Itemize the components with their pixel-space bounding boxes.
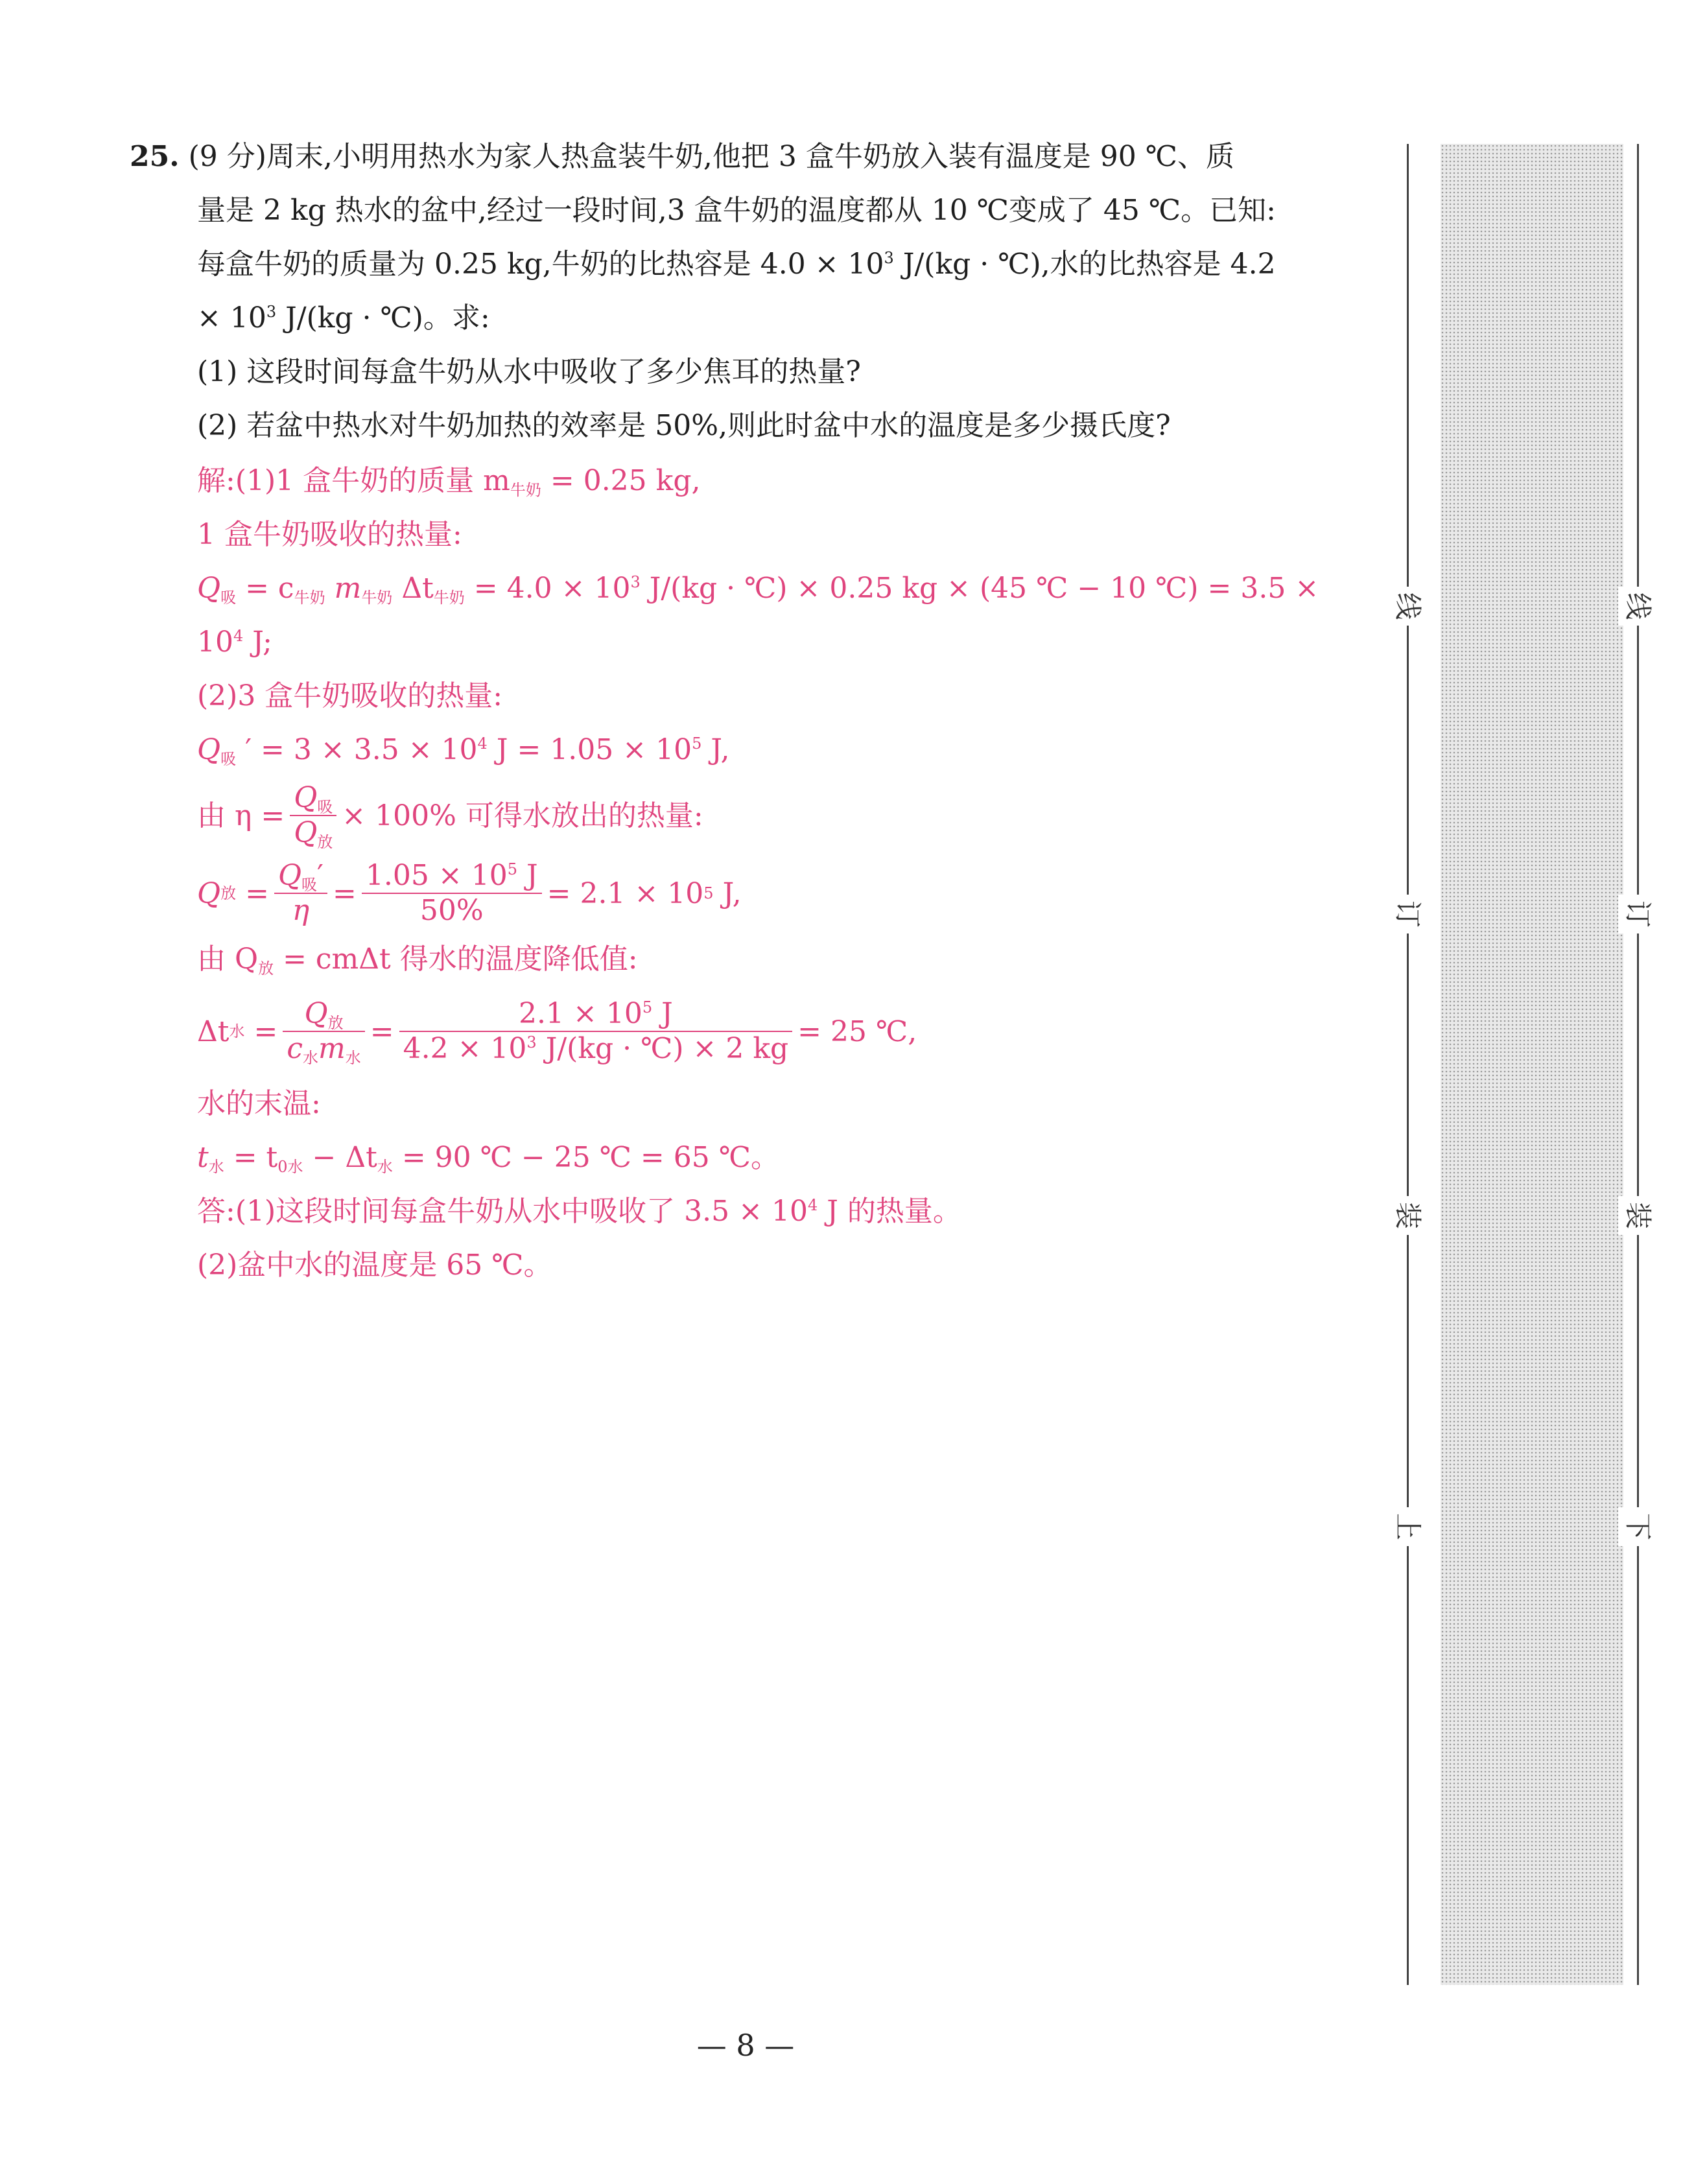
solution-line: 解:(1)1 盒牛奶的质量 $m_{牛奶} = 0.25$ kg,	[197, 464, 701, 499]
solution-line: (2)3 盒牛奶吸收的热量:	[197, 679, 503, 712]
binding-line-left	[1407, 144, 1409, 1985]
fraction: $\frac{Q_吸'}{\eta}$	[274, 860, 327, 927]
solution-line: 由 $Q_放 = cm\Delta t$ 得水的温度降低值:	[197, 943, 638, 978]
page-number: — 8 —	[696, 2028, 795, 2063]
question-part-2: (2) 若盆中热水对牛奶加热的效率是 50%,则此时盆中水的温度是多少摄氏度?	[197, 409, 1171, 442]
question-number: 25.	[130, 140, 180, 173]
binding-mark-ding-left: 订	[1388, 895, 1427, 933]
binding-mark-zhuang-right: 装	[1618, 1196, 1657, 1235]
binding-line-right	[1637, 144, 1639, 1985]
binding-hatched-area	[1441, 144, 1623, 1985]
question-line-1: 25. (9 分)周末,小明用热水为家人热盒装牛奶,他把 3 盒牛奶放入装有温度是 90 ℃、质	[130, 140, 1234, 173]
binding-mark-line-left: 线	[1388, 587, 1427, 626]
solution-line: $Q_吸 = c_{牛奶}$ $m_{牛奶}$ $\Delta t_{牛奶} = 4.0 \times 10^3$ J/(kg · ℃) × 0.25 kg × (45 ℃ − 10 ℃) = 3.5 ×	[197, 572, 1319, 607]
question-part-1: (1) 这段时间每盒牛奶从水中吸收了多少焦耳的热量?	[197, 355, 861, 388]
binding-mark-xia-right: 下	[1618, 1507, 1657, 1546]
answer-line-2: (2)盆中水的温度是 65 ℃。	[197, 1249, 552, 1282]
question-line-2: 量是 2 kg 热水的盆中,经过一段时间,3 盒牛奶的温度都从 10 ℃变成了 45 ℃。已知:	[197, 194, 1276, 227]
fraction: $\frac{Q_吸}{Q_放}$	[290, 782, 336, 849]
solution-heat-released-line: Q 放 = $\frac{Q_吸'}{\eta}$ = $\frac{1.05 \times 10^5 J}{50\%}$ = 2.1 × 10 5 J,	[197, 858, 742, 927]
fraction: $\frac{2.1 \times 10^5 J}{4.2 \times 10^3 J/(kg \cdot ℃) \times 2 kg}$	[399, 998, 793, 1065]
solution-line: 水的末温:	[197, 1087, 321, 1120]
solution-line: $Q_吸$ ′ = $3 \times 3.5 \times 10^4$ $J = 1.05 \times 10^5$ J,	[197, 733, 730, 768]
solution-efficiency-line: 由 η = $\frac{Q_吸}{Q_放}$ × 100% 可得水放出的热量:	[197, 781, 703, 851]
binding-mark-line-right: 线	[1618, 587, 1657, 626]
binding-mark-shang-left: 上	[1388, 1507, 1427, 1546]
binding-mark-zhuang-left: 装	[1388, 1196, 1427, 1235]
question-line-3: 每盒牛奶的质量为 0.25 kg,牛奶的比热容是 $4.0 \times 10^3$ J/(kg · ℃),水的比热容是 4.2	[197, 248, 1276, 281]
fraction: $\frac{1.05 \times 10^5 J}{50\%}$	[362, 860, 542, 927]
solution-block	[197, 454, 1364, 1292]
question-line-4: × $10^3$ J/(kg · ℃)。求:	[197, 301, 490, 335]
binding-mark-ding-right: 订	[1618, 895, 1657, 933]
fraction: $\frac{Q_放}{c_水m_水}$	[283, 998, 364, 1065]
question-block	[130, 130, 1361, 452]
answer-line-1: 答:(1)这段时间每盒牛奶从水中吸收了 $3.5 \times 10^4$ J 的热量。	[197, 1195, 961, 1228]
solution-line: $t_水 = t_{0水} - \Delta t_水 = 90$ ℃ − 25 ℃ = 65 ℃。	[197, 1141, 779, 1176]
solution-line: 1 盒牛奶吸收的热量:	[197, 518, 462, 551]
solution-temperature-drop-line: Δt 水 = $\frac{Q_放}{c_水m_水}$ = $\frac{2.1 \times 10^5 J}{4.2 \times 10^3 J/(kg \cdot ℃) \times 2 kg}$ = 25 ℃,	[197, 996, 917, 1067]
solution-line: $10^4$ J;	[197, 626, 272, 659]
